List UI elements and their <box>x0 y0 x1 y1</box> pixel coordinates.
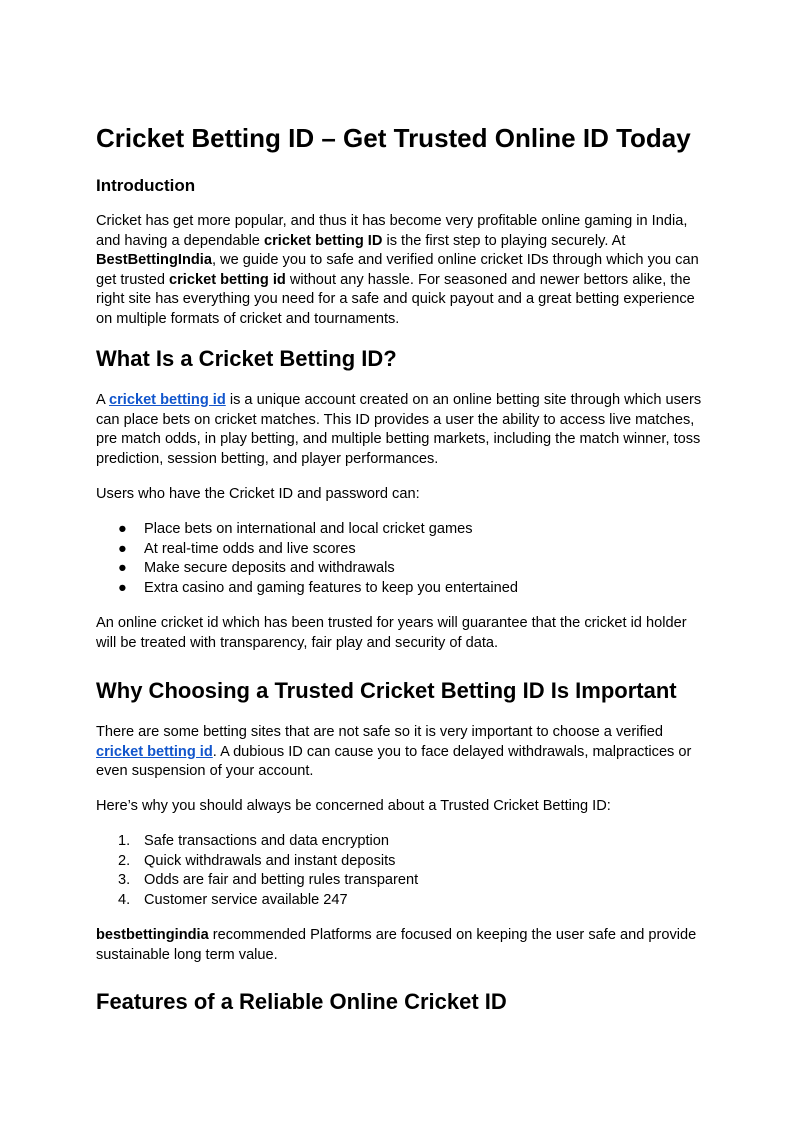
list-item-text: Safe transactions and data encryption <box>144 833 390 849</box>
cricket-betting-id-link[interactable]: cricket betting id <box>108 392 226 408</box>
intro-brand-name: BestBettingIndia <box>96 252 212 268</box>
list-number: 4. <box>118 891 131 908</box>
list-item-text: At real-time odds and live scores <box>144 540 356 557</box>
list-item-text: Customer service available 247 <box>144 891 348 908</box>
verified-cricket-betting-id-link[interactable]: cricket betting id <box>96 743 213 760</box>
intro-text-3: , we guide you to safe and verified online cricket IDs through which you can get trusted <box>96 252 699 288</box>
list-item <box>96 852 696 872</box>
list-item <box>96 832 696 852</box>
what-paragraph-3: An online cricket id which has been trusted for years will guarantee that the cricket id holder will be treated with transparency, fair play and security of data. <box>96 615 687 651</box>
why-heading: Why Choosing a Trusted Cricket Betting ID Is Important <box>96 678 677 703</box>
why-text-1: There are some betting sites that are not safe so it is very important to choose a verified <box>96 724 664 740</box>
what-paragraph-2: Users who have the Cricket ID and password can: <box>96 486 420 502</box>
intro-bold-keyword-1: cricket betting ID <box>263 232 383 249</box>
why-paragraph-2: Here’s why you should always be concerned about a Trusted Cricket Betting ID: <box>96 798 611 814</box>
what-heading: What Is a Cricket Betting ID? <box>96 346 397 371</box>
feature-bullet-list <box>96 520 696 598</box>
features-heading: Features of a Reliable Online Cricket ID <box>96 989 507 1014</box>
list-item <box>96 559 696 579</box>
what-paragraph-1 <box>96 391 706 469</box>
intro-text-4: without any hassle. For seasoned and newer bettors alike, the right site has everything you need for a safe and quick payout and a great betting experience on multiple formats of cricket and tournaments. <box>96 271 695 327</box>
list-item <box>96 891 696 911</box>
intro-heading: Introduction <box>96 176 196 195</box>
why-paragraph-1 <box>96 723 706 782</box>
intro-paragraph <box>96 212 706 329</box>
intro-bold-keyword-2: cricket betting id <box>169 271 286 288</box>
why-text-3: recommended Platforms are focused on keeping the user safe and provide sustainable long term value. <box>96 927 697 963</box>
bullet-icon: ● <box>118 521 127 537</box>
reasons-numbered-list <box>96 832 696 910</box>
bullet-icon: ● <box>118 560 127 576</box>
page-title: Cricket Betting ID – Get Trusted Online ID Today <box>96 123 691 153</box>
why-paragraph-3 <box>96 926 706 965</box>
list-item-text: Make secure deposits and withdrawals <box>144 560 395 576</box>
list-item-text: Odds are fair and betting rules transparent <box>144 872 419 888</box>
brand-name-bold: bestbettingindia <box>96 927 209 943</box>
bullet-icon: ● <box>118 540 127 557</box>
why-text-2: . A dubious ID can cause you to face delayed withdrawals, malpractices or even suspension of your account. <box>96 743 692 779</box>
list-item <box>96 540 696 560</box>
list-item <box>96 871 696 891</box>
list-number: 2. <box>118 852 131 869</box>
intro-text-1: Cricket has get more popular, and thus it has become very profitable online gaming in India, and having a dependable <box>96 213 688 249</box>
list-item-text: Extra casino and gaming features to keep you entertained <box>144 579 519 596</box>
list-number: 1. <box>118 833 131 849</box>
list-item-text: Place bets on international and local cricket games <box>144 521 473 537</box>
intro-text-2: is the first step to playing securely. At <box>382 232 626 249</box>
list-item <box>96 520 696 540</box>
list-item <box>96 579 696 599</box>
what-text-1: A <box>96 392 109 408</box>
list-number: 3. <box>118 872 131 888</box>
bullet-icon: ● <box>118 579 127 596</box>
what-text-2: is a unique account created on an online betting site through which users can place bets on cricket matches. This ID provides a user the ability to access live matches, pre match odds, in play betting, and multiple betting markets, including the match winner, toss prediction, session betting, and player performances. <box>96 392 702 467</box>
list-item-text: Quick withdrawals and instant deposits <box>144 852 396 869</box>
